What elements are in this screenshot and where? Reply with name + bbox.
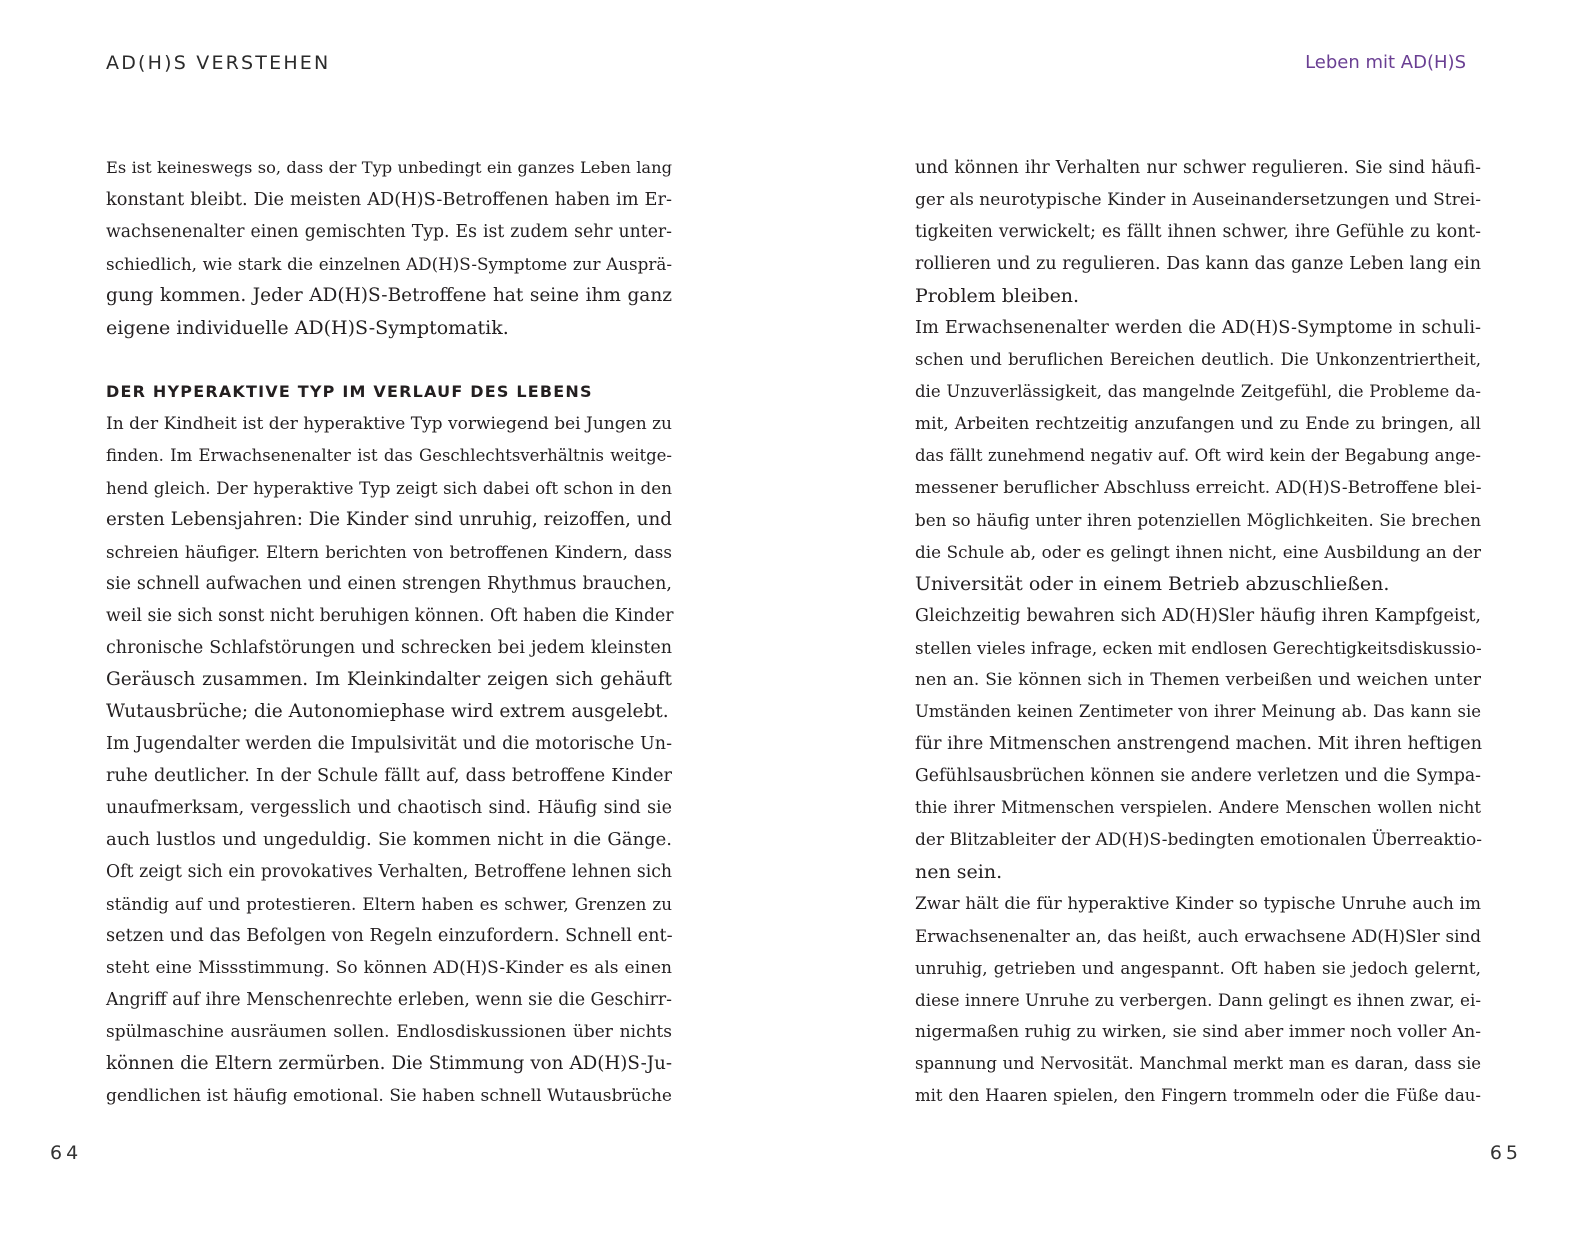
text-line: ger als neurotypische Kinder in Auseinandersetzungen und Strei-	[915, 190, 1481, 210]
text-line: eigene individuelle AD(H)S-Symptomatik.	[106, 317, 509, 339]
text-line: schen und beruflichen Bereichen deutlich. Die Unkonzentriertheit,	[915, 350, 1481, 369]
text-line: mit, Arbeiten rechtzeitig anzufangen und zu Ende zu bringen, all	[915, 414, 1481, 434]
text-line: diese innere Unruhe zu verbergen. Dann gelingt es ihnen zwar, ei-	[915, 990, 1481, 1010]
text-line: Es ist keineswegs so, dass der Typ unbedingt ein ganzes Leben lang	[106, 158, 672, 177]
text-line: auch lustlos und ungeduldig. Sie kommen nicht in die Gänge.	[106, 829, 672, 850]
text-line: tigkeiten verwickelt; es fällt ihnen schwer, ihre Gefühle zu kont-	[915, 222, 1481, 242]
text-line: ben so häufig unter ihren potenziellen Möglichkeiten. Sie brechen	[915, 510, 1481, 530]
text-line: unruhig, getrieben und angespannt. Oft haben sie jedoch gelernt,	[915, 958, 1481, 978]
paragraph	[106, 152, 672, 344]
right-page	[797, 0, 1594, 1240]
text-line: ersten Lebensjahren: Die Kinder sind unruhig, reizoffen, und	[106, 509, 672, 530]
text-line: Gleichzeitig bewahren sich AD(H)Sler häufig ihren Kampfgeist,	[915, 606, 1481, 626]
text-line: Gefühlsausbrüchen können sie andere verletzen und die Sympa-	[915, 766, 1481, 786]
text-line: stellen vieles infrage, ecken mit endlosen Gerechtigkeitsdiskussio-	[915, 638, 1482, 658]
paragraph	[915, 600, 1481, 888]
text-line: Im Erwachsenenalter werden die AD(H)S-Symptome in schuli-	[915, 318, 1481, 338]
paragraph	[915, 152, 1481, 312]
text-line: sie schnell aufwachen und einen strengen Rhythmus brauchen,	[106, 574, 672, 594]
text-line: gung kommen. Jeder AD(H)S-Betroffene hat seine ihm ganz	[106, 285, 672, 306]
text-line: steht eine Missstimmung. So können AD(H)S-Kinder es als einen	[106, 958, 672, 978]
text-line: thie ihrer Mitmenschen verspielen. Andere Menschen wollen nicht	[915, 798, 1481, 817]
text-line: messener beruflicher Abschluss erreicht. AD(H)S-Betroffene blei-	[915, 478, 1482, 498]
text-line: hend gleich. Der hyperaktive Typ zeigt sich dabei oft schon in den	[106, 478, 672, 498]
text-line: mit den Haaren spielen, den Fingern trommeln oder die Füße dau-	[915, 1086, 1481, 1105]
text-line: und können ihr Verhalten nur schwer regulieren. Sie sind häufi-	[915, 158, 1481, 178]
text-line: Problem bleiben.	[915, 285, 1080, 307]
text-line: konstant bleibt. Die meisten AD(H)S-Betroffenen haben im Er-	[106, 190, 672, 210]
paragraph	[106, 408, 672, 728]
text-line: nen sein.	[915, 861, 1003, 883]
text-line: können die Eltern zermürben. Die Stimmung von AD(H)S-Ju-	[106, 1053, 672, 1074]
text-line: finden. Im Erwachsenenalter ist das Geschlechtsverhältnis weitge-	[106, 446, 672, 465]
text-line: Universität oder in einem Betrieb abzuschließen.	[915, 573, 1390, 595]
text-line: setzen und das Befolgen von Regeln einzufordern. Schnell ent-	[106, 926, 673, 946]
text-line: unaufmerksam, vergesslich und chaotisch sind. Häufig sind sie	[106, 798, 672, 818]
text-line: die Unzuverlässigkeit, das mangelnde Zeitgefühl, die Probleme da-	[915, 382, 1481, 401]
text-line: gendlichen ist häufig emotional. Sie haben schnell Wutausbrüche	[106, 1086, 672, 1106]
text-line: In der Kindheit ist der hyperaktive Typ vorwiegend bei Jungen zu	[106, 414, 672, 434]
page-number-left: 64	[50, 1142, 83, 1164]
running-head-left: AD(H)S VERSTEHEN	[106, 52, 331, 74]
left-column	[106, 152, 672, 1112]
text-line: Angriff auf ihre Menschenrechte erleben, wenn sie die Geschirr-	[106, 990, 672, 1010]
text-line: Im Jugendalter werden die Impulsivität und die motorische Un-	[106, 734, 672, 754]
text-line: Wutausbrüche; die Autonomiephase wird extrem ausgelebt.	[106, 701, 669, 722]
text-line: Oft zeigt sich ein provokatives Verhalten, Betroffene lehnen sich	[106, 862, 672, 882]
running-head-right: Leben mit AD(H)S	[1305, 52, 1466, 73]
text-line: der Blitzableiter der AD(H)S-bedingten emotionalen Überreaktio-	[915, 830, 1482, 850]
text-line: nen an. Sie können sich in Themen verbeißen und weichen unter	[915, 670, 1481, 690]
text-line: Erwachsenenalter an, das heißt, auch erwachsene AD(H)Sler sind	[915, 926, 1481, 946]
text-line: schiedlich, wie stark die einzelnen AD(H)S-Symptome zur Ausprä-	[106, 254, 672, 274]
text-line: ruhe deutlicher. In der Schule fällt auf, dass betroffene Kinder	[106, 766, 672, 786]
paragraph	[106, 728, 672, 1112]
section-heading: DER HYPERAKTIVE TYP IM VERLAUF DES LEBENS	[106, 382, 593, 401]
paragraph	[915, 312, 1481, 600]
text-line: chronische Schlafstörungen und schrecken bei jedem kleinsten	[106, 638, 672, 658]
text-line: das fällt zunehmend negativ auf. Oft wird kein der Begabung ange-	[915, 446, 1481, 465]
paragraph	[915, 888, 1481, 1112]
text-line: für ihre Mitmenschen anstrengend machen. Mit ihren heftigen	[915, 734, 1483, 754]
text-line: die Schule ab, oder es gelingt ihnen nicht, eine Ausbildung an der	[915, 542, 1481, 562]
paragraph-spacer	[106, 344, 672, 376]
text-line: Zwar hält die für hyperaktive Kinder so typische Unruhe auch im	[915, 894, 1481, 914]
text-line: ständig auf und protestieren. Eltern haben es schwer, Grenzen zu	[106, 894, 672, 914]
text-line: rollieren und zu regulieren. Das kann das ganze Leben lang ein	[915, 254, 1481, 274]
text-line: weil sie sich sonst nicht beruhigen können. Oft haben die Kinder	[106, 606, 674, 626]
right-column	[915, 152, 1481, 1112]
text-line: nigermaßen ruhig zu wirken, sie sind aber immer noch voller An-	[915, 1022, 1481, 1042]
text-line: schreien häufiger. Eltern berichten von betroffenen Kindern, dass	[106, 542, 672, 562]
text-line: Umständen keinen Zentimeter von ihrer Meinung ab. Das kann sie	[915, 702, 1481, 721]
text-line: spannung und Nervosität. Manchmal merkt man es daran, dass sie	[915, 1054, 1481, 1073]
text-line: spülmaschine ausräumen sollen. Endlosdiskussionen über nichts	[106, 1022, 672, 1042]
page-number-right: 65	[1489, 1142, 1522, 1164]
text-line: wachsenenalter einen gemischten Typ. Es ist zudem sehr unter-	[106, 222, 672, 242]
text-line: Geräusch zusammen. Im Kleinkindalter zeigen sich gehäuft	[106, 669, 672, 690]
